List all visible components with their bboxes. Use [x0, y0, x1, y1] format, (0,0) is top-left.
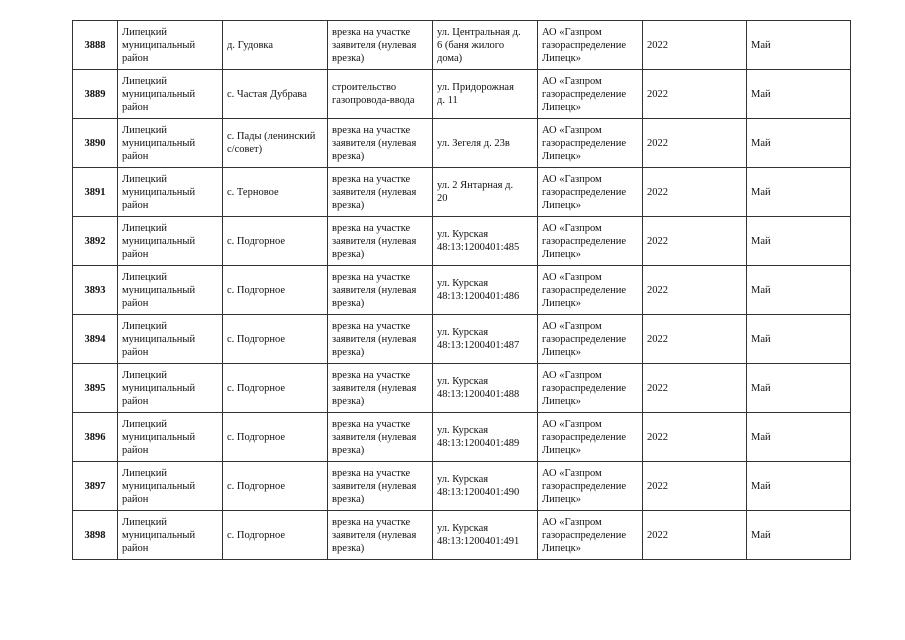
year-cell-text: 2022 — [647, 382, 668, 394]
row-number — [73, 119, 118, 168]
table-row — [73, 168, 851, 217]
row-number-text: 3889 — [84, 88, 106, 100]
month-cell-text: Май — [751, 235, 771, 247]
region-cell-text: Липецкий муниципальный район — [122, 271, 196, 309]
organization-cell-text: АО «Газпром газораспределение Липецк» — [542, 418, 627, 456]
year-cell — [643, 217, 747, 266]
organization-cell-text: АО «Газпром газораспределение Липецк» — [542, 173, 627, 211]
gasification-schedule-table — [72, 20, 851, 560]
address-cell-text: ул. Центральная д. 6 (баня жилого дома) — [437, 26, 521, 64]
organization-cell-text: АО «Газпром газораспределение Липецк» — [542, 124, 627, 162]
address-cell — [433, 217, 538, 266]
address-cell — [433, 511, 538, 560]
work-type-cell-text: врезка на участке заявителя (нулевая врезка) — [332, 369, 417, 407]
work-type-cell — [328, 364, 433, 413]
locality-cell-text: с. Подгорное — [227, 480, 285, 492]
table-row — [73, 70, 851, 119]
work-type-cell — [328, 21, 433, 70]
month-cell — [747, 266, 851, 315]
month-cell-text: Май — [751, 284, 771, 296]
locality-cell — [223, 315, 328, 364]
region-cell-text: Липецкий муниципальный район — [122, 124, 196, 162]
address-cell-text: ул. Курская 48:13:1200401:486 — [437, 278, 520, 302]
locality-cell-text: д. Гудовка — [227, 39, 274, 51]
work-type-cell-text: врезка на участке заявителя (нулевая врезка) — [332, 516, 417, 554]
year-cell-text: 2022 — [647, 186, 668, 198]
organization-cell — [538, 413, 643, 462]
year-cell-text: 2022 — [647, 88, 668, 100]
address-cell-text: ул. Придорожная д. 11 — [437, 82, 514, 106]
year-cell — [643, 21, 747, 70]
locality-cell — [223, 217, 328, 266]
region-cell — [118, 511, 223, 560]
row-number — [73, 413, 118, 462]
row-number — [73, 70, 118, 119]
organization-cell — [538, 21, 643, 70]
work-type-cell-text: врезка на участке заявителя (нулевая врезка) — [332, 173, 417, 211]
region-cell — [118, 364, 223, 413]
region-cell-text: Липецкий муниципальный район — [122, 369, 196, 407]
locality-cell-text: с. Подгорное — [227, 431, 285, 443]
year-cell — [643, 413, 747, 462]
table-row — [73, 315, 851, 364]
address-cell-text: ул. Курская 48:13:1200401:487 — [437, 327, 520, 351]
month-cell-text: Май — [751, 333, 771, 345]
month-cell — [747, 462, 851, 511]
year-cell — [643, 462, 747, 511]
locality-cell-text: с. Подгорное — [227, 284, 285, 296]
locality-cell-text: с. Подгорное — [227, 235, 285, 247]
locality-cell-text: с. Пады (ленинский с/совет) — [227, 131, 316, 155]
year-cell — [643, 168, 747, 217]
table-row — [73, 364, 851, 413]
year-cell — [643, 70, 747, 119]
address-cell — [433, 413, 538, 462]
address-cell-text: ул. Курская 48:13:1200401:490 — [437, 474, 520, 498]
region-cell — [118, 70, 223, 119]
work-type-cell — [328, 70, 433, 119]
month-cell-text: Май — [751, 39, 771, 51]
region-cell — [118, 413, 223, 462]
row-number — [73, 315, 118, 364]
address-cell-text: ул. Курская 48:13:1200401:488 — [437, 376, 520, 400]
month-cell-text: Май — [751, 88, 771, 100]
region-cell-text: Липецкий муниципальный район — [122, 26, 196, 64]
row-number-text: 3898 — [84, 529, 106, 541]
address-cell-text: ул. Курская 48:13:1200401:485 — [437, 229, 520, 253]
region-cell — [118, 119, 223, 168]
row-number — [73, 217, 118, 266]
organization-cell-text: АО «Газпром газораспределение Липецк» — [542, 320, 627, 358]
month-cell-text: Май — [751, 382, 771, 394]
row-number-text: 3894 — [84, 333, 106, 345]
organization-cell — [538, 119, 643, 168]
row-number-text: 3888 — [84, 39, 106, 51]
table-row — [73, 511, 851, 560]
address-cell-text: ул. 2 Янтарная д. 20 — [437, 180, 514, 204]
row-number — [73, 364, 118, 413]
region-cell — [118, 462, 223, 511]
locality-cell — [223, 266, 328, 315]
month-cell — [747, 364, 851, 413]
region-cell-text: Липецкий муниципальный район — [122, 418, 196, 456]
year-cell-text: 2022 — [647, 235, 668, 247]
region-cell-text: Липецкий муниципальный район — [122, 75, 196, 113]
organization-cell-text: АО «Газпром газораспределение Липецк» — [542, 467, 627, 505]
address-cell — [433, 364, 538, 413]
organization-cell — [538, 70, 643, 119]
row-number — [73, 462, 118, 511]
address-cell — [433, 21, 538, 70]
month-cell — [747, 119, 851, 168]
year-cell — [643, 315, 747, 364]
locality-cell — [223, 413, 328, 462]
row-number-text: 3896 — [84, 431, 106, 443]
work-type-cell-text: врезка на участке заявителя (нулевая врезка) — [332, 320, 417, 358]
locality-cell — [223, 511, 328, 560]
year-cell-text: 2022 — [647, 333, 668, 345]
row-number — [73, 266, 118, 315]
locality-cell-text: с. Подгорное — [227, 333, 285, 345]
year-cell-text: 2022 — [647, 431, 668, 443]
organization-cell — [538, 511, 643, 560]
region-cell-text: Липецкий муниципальный район — [122, 222, 196, 260]
row-number-text: 3893 — [84, 284, 106, 296]
row-number-text: 3897 — [84, 480, 106, 492]
table-row — [73, 21, 851, 70]
year-cell — [643, 119, 747, 168]
organization-cell — [538, 266, 643, 315]
work-type-cell-text: врезка на участке заявителя (нулевая врезка) — [332, 271, 417, 309]
region-cell-text: Липецкий муниципальный район — [122, 320, 196, 358]
year-cell-text: 2022 — [647, 137, 668, 149]
work-type-cell — [328, 266, 433, 315]
year-cell — [643, 511, 747, 560]
year-cell-text: 2022 — [647, 39, 668, 51]
row-number — [73, 168, 118, 217]
work-type-cell — [328, 119, 433, 168]
organization-cell-text: АО «Газпром газораспределение Липецк» — [542, 75, 627, 113]
work-type-cell — [328, 511, 433, 560]
address-cell — [433, 315, 538, 364]
month-cell-text: Май — [751, 431, 771, 443]
row-number-text: 3892 — [84, 235, 106, 247]
month-cell — [747, 168, 851, 217]
locality-cell — [223, 21, 328, 70]
organization-cell-text: АО «Газпром газораспределение Липецк» — [542, 369, 627, 407]
region-cell — [118, 21, 223, 70]
month-cell-text: Май — [751, 480, 771, 492]
month-cell-text: Май — [751, 137, 771, 149]
region-cell — [118, 266, 223, 315]
year-cell-text: 2022 — [647, 529, 668, 541]
year-cell-text: 2022 — [647, 480, 668, 492]
address-cell — [433, 70, 538, 119]
table-row — [73, 462, 851, 511]
locality-cell — [223, 168, 328, 217]
table-row — [73, 119, 851, 168]
work-type-cell-text: врезка на участке заявителя (нулевая врезка) — [332, 26, 417, 64]
locality-cell-text: с. Терновое — [227, 186, 279, 198]
organization-cell — [538, 217, 643, 266]
work-type-cell — [328, 462, 433, 511]
work-type-cell-text: врезка на участке заявителя (нулевая врезка) — [332, 124, 417, 162]
organization-cell — [538, 364, 643, 413]
year-cell — [643, 266, 747, 315]
organization-cell-text: АО «Газпром газораспределение Липецк» — [542, 26, 627, 64]
table-row — [73, 413, 851, 462]
month-cell — [747, 70, 851, 119]
month-cell — [747, 217, 851, 266]
locality-cell-text: с. Частая Дубрава — [227, 88, 307, 100]
organization-cell-text: АО «Газпром газораспределение Липецк» — [542, 222, 627, 260]
row-number-text: 3895 — [84, 382, 106, 394]
organization-cell — [538, 315, 643, 364]
row-number-text: 3891 — [84, 186, 106, 198]
address-cell-text: ул. Курская 48:13:1200401:491 — [437, 523, 520, 547]
work-type-cell-text: строительство газопровода-ввода — [332, 82, 415, 106]
address-cell-text: ул. Курская 48:13:1200401:489 — [437, 425, 520, 449]
region-cell-text: Липецкий муниципальный район — [122, 516, 196, 554]
organization-cell-text: АО «Газпром газораспределение Липецк» — [542, 516, 627, 554]
region-cell — [118, 217, 223, 266]
work-type-cell — [328, 168, 433, 217]
work-type-cell — [328, 315, 433, 364]
month-cell — [747, 511, 851, 560]
address-cell — [433, 168, 538, 217]
table-row — [73, 217, 851, 266]
row-number — [73, 21, 118, 70]
month-cell-text: Май — [751, 186, 771, 198]
table-body — [73, 21, 851, 560]
organization-cell-text: АО «Газпром газораспределение Липецк» — [542, 271, 627, 309]
locality-cell — [223, 462, 328, 511]
table-row — [73, 266, 851, 315]
row-number — [73, 511, 118, 560]
locality-cell-text: с. Подгорное — [227, 529, 285, 541]
work-type-cell-text: врезка на участке заявителя (нулевая врезка) — [332, 418, 417, 456]
address-cell — [433, 462, 538, 511]
region-cell — [118, 168, 223, 217]
work-type-cell-text: врезка на участке заявителя (нулевая врезка) — [332, 222, 417, 260]
locality-cell — [223, 364, 328, 413]
organization-cell — [538, 462, 643, 511]
address-cell — [433, 119, 538, 168]
region-cell-text: Липецкий муниципальный район — [122, 467, 196, 505]
work-type-cell — [328, 413, 433, 462]
address-cell-text: ул. Зегеля д. 23в — [437, 137, 510, 149]
month-cell — [747, 315, 851, 364]
locality-cell-text: с. Подгорное — [227, 382, 285, 394]
year-cell — [643, 364, 747, 413]
work-type-cell-text: врезка на участке заявителя (нулевая врезка) — [332, 467, 417, 505]
address-cell — [433, 266, 538, 315]
month-cell — [747, 21, 851, 70]
month-cell — [747, 413, 851, 462]
year-cell-text: 2022 — [647, 284, 668, 296]
month-cell-text: Май — [751, 529, 771, 541]
work-type-cell — [328, 217, 433, 266]
locality-cell — [223, 119, 328, 168]
locality-cell — [223, 70, 328, 119]
organization-cell — [538, 168, 643, 217]
region-cell-text: Липецкий муниципальный район — [122, 173, 196, 211]
row-number-text: 3890 — [84, 137, 106, 149]
region-cell — [118, 315, 223, 364]
